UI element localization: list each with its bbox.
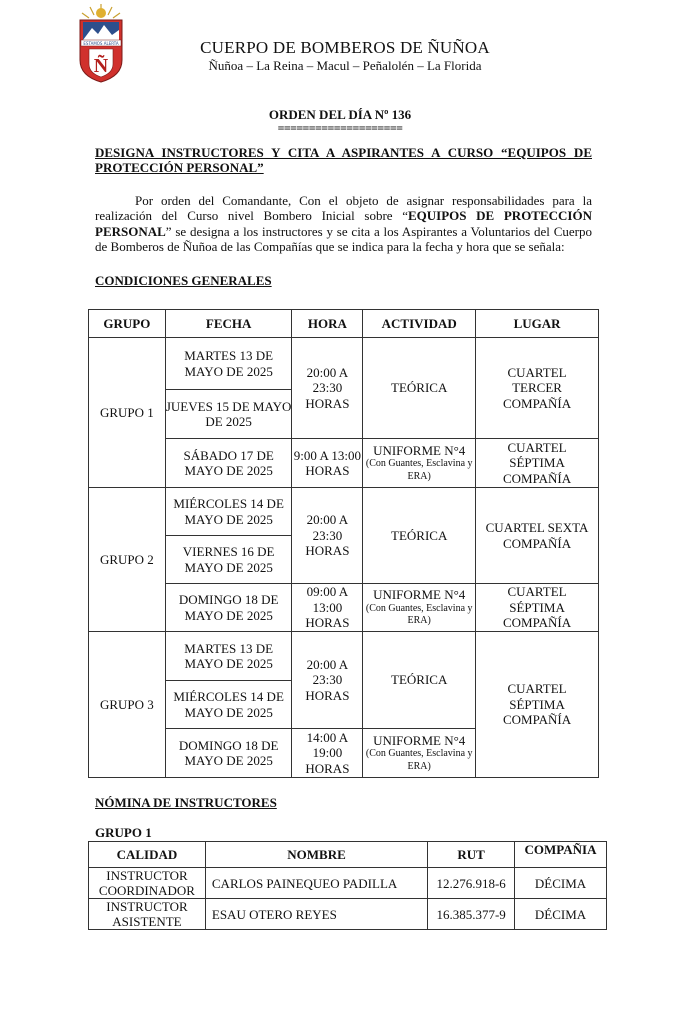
group-3-name: GRUPO 3 [89,632,166,778]
compania-cell: DÉCIMA [515,868,607,899]
nombre-cell: ESAU OTERO REYES [205,899,427,930]
table-row [89,338,599,390]
table-row [89,899,607,930]
lugar-cell: CUARTEL SÉPTIMA COMPAÑÍA [476,584,599,632]
header-calidad: CALIDAD [89,842,206,868]
hora-cell: 09:00 A 13:00 HORAS [292,584,363,632]
intro-text-start: Por orden del Comandante, Con el objeto de asignar responsabilidades para la realización del Curso nivel Bombero Inicial sobre “ [95,193,592,224]
actividad-cell: TEÓRICA [363,632,476,729]
instructors-table [88,841,607,930]
instructors-heading: NÓMINA DE INSTRUCTORES [95,795,277,810]
table-row [89,632,599,681]
instructors-group-label: GRUPO 1 [95,825,152,840]
nombre-cell: CARLOS PAINEQUEO PADILLA [205,868,427,899]
conditions-heading: CONDICIONES GENERALES [95,273,272,288]
lugar-cell: CUARTEL TERCER COMPAÑÍA [476,338,599,439]
actividad-cell [363,439,476,488]
fecha-cell: MARTES 13 DE MAYO DE 2025 [165,632,292,681]
hora-cell: 20:00 A 23:30 HORAS [292,338,363,439]
crest-emblem [76,2,126,84]
calidad-cell: INSTRUCTOR ASISTENTE [89,899,206,930]
fecha-cell: MIÉRCOLES 14 DE MAYO DE 2025 [165,488,292,536]
fecha-cell: VIERNES 16 DE MAYO DE 2025 [165,536,292,584]
hora-cell: 20:00 A 23:30 HORAS [292,488,363,584]
actividad-cell: TEÓRICA [363,338,476,439]
fecha-cell: DOMINGO 18 DE MAYO DE 2025 [165,729,292,778]
hora-cell: 9:00 A 13:00 HORAS [292,439,363,488]
fecha-cell: SÁBADO 17 DE MAYO DE 2025 [165,439,292,488]
calidad-cell: INSTRUCTOR COORDINADOR [89,868,206,899]
header-nombre: NOMBRE [205,842,427,868]
header-hora: HORA [292,310,363,338]
actividad-note: (Con Guantes, Esclavina y ERA) [365,458,473,482]
organization-subtitle: Ñuñoa – La Reina – Macul – Peñalolén – La Florida [208,58,482,73]
compania-cell: DÉCIMA [515,899,607,930]
header-grupo: GRUPO [89,310,166,338]
group-1-name: GRUPO 1 [89,338,166,488]
lugar-cell: CUARTEL SEXTA COMPAÑÍA [476,488,599,584]
group-2-name: GRUPO 2 [89,488,166,632]
fecha-cell: MIÉRCOLES 14 DE MAYO DE 2025 [165,681,292,729]
actividad-note: (Con Guantes, Esclavina y ERA) [365,602,473,627]
fecha-cell: MARTES 13 DE MAYO DE 2025 [165,338,292,390]
actividad-note: (Con Guantes, Esclavina y ERA) [365,748,473,772]
table-header-row [89,310,599,338]
actividad-text: UNIFORME N°4 [373,587,466,603]
table-row [89,439,599,488]
intro-paragraph [95,193,592,255]
order-title: ORDEN DEL DÍA Nº 136 [268,107,412,122]
hora-cell: 14:00 A 19:00 HORAS [292,729,363,778]
actividad-cell [363,584,476,632]
conditions-table [88,309,599,778]
header-compania: COMPAÑIA [515,842,607,868]
header-lugar: LUGAR [476,310,599,338]
rut-cell: 12.276.918-6 [428,868,515,899]
header-actividad: ACTIVIDAD [363,310,476,338]
table-row [89,584,599,632]
crest-banner-text: ESTAMOS ALERTA [83,40,119,46]
rut-cell: 16.385.377-9 [428,899,515,930]
hora-cell: 20:00 A 23:30 HORAS [292,632,363,729]
lugar-cell: CUARTEL SÉPTIMA COMPAÑÍA [476,439,599,488]
actividad-cell [363,729,476,778]
intro-course-name: EQUIPOS DE PROTECCIÓN PERSONAL [95,208,592,239]
fecha-cell: DOMINGO 18 DE MAYO DE 2025 [165,584,292,632]
header-rut: RUT [428,842,515,868]
table-header-row [89,842,607,868]
header-fecha: FECHA [165,310,292,338]
crest-icon [76,2,126,84]
fecha-cell: JUEVES 15 DE MAYO DE 2025 [165,390,292,439]
lugar-cell: CUARTEL SÉPTIMA COMPAÑÍA [476,632,599,778]
actividad-cell: TEÓRICA [363,488,476,584]
actividad-text: UNIFORME N°4 [373,732,466,748]
actividad-text: UNIFORME N°4 [373,442,466,458]
crest-letter: Ñ [93,55,109,77]
table-row [89,868,607,899]
intro-text-end: ” se designa a los instructores y se cita a los Aspirantes a Voluntarios del Cuerpo de Bomberos de Ñuñoa de las Compañías que se indica para la fecha y hora que se señala: [95,223,592,255]
order-underline: ==================== [277,121,403,135]
subject-heading: DESIGNA INSTRUCTORES Y CITA A ASPIRANTES A CURSO “EQUIPOS DE PROTECCIÓN PERSONAL” [95,145,592,175]
table-row [89,488,599,536]
organization-title: CUERPO DE BOMBEROS DE ÑUÑOA [200,38,490,57]
